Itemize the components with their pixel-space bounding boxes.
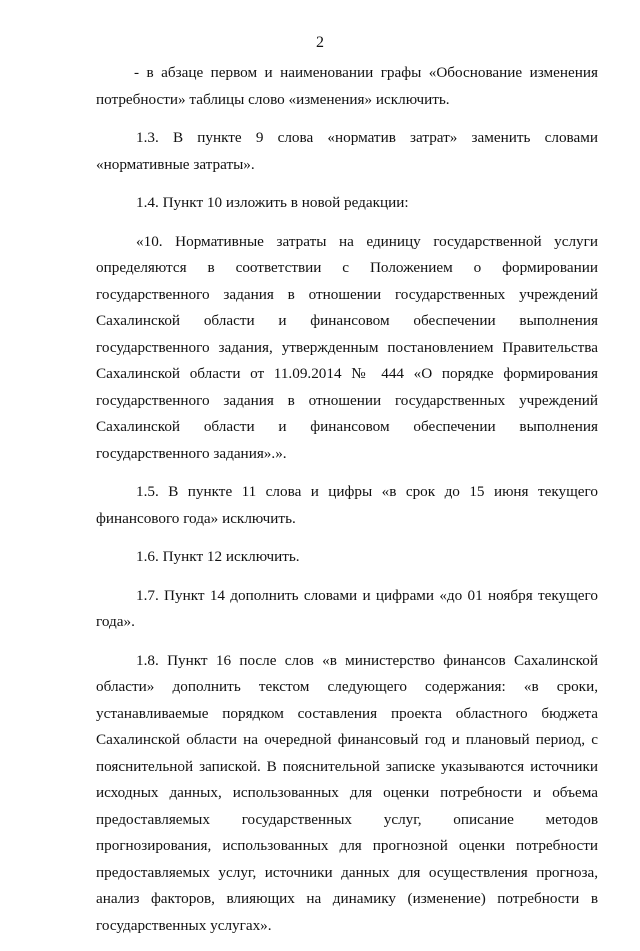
paragraph-1-8: 1.8. Пункт 16 после слов «в министерство финансов Сахалинской области» дополнить текстом следующего содержания: «в сроки, устанавливаемые порядком составления проекта областного бюджета Сахалинской области на очередной финансовый год и плановый период, с пояснительной запиской. В пояснительной записке указываются источники исходных данных, использованных для оценки потребности и объема предоставляемых государственных услуг, описание методов прогнозирования, использованных для прогнозной оценки потребности предоставляемых услуг, источники данных для осуществления прогноза, анализ факторов, влияющих на динамику (изменение) потребности в государственных услугах». [96, 651, 598, 934]
paragraph-1-6: 1.6. Пункт 12 исключить. [136, 548, 300, 565]
paragraph-1-4: 1.4. Пункт 10 изложить в новой редакции: [136, 194, 409, 211]
paragraph-1: - в абзаце первом и наименовании графы «Обоснование изменения потребности» таблицы слово «изменения» исключить. [96, 64, 598, 108]
paragraph-1-7: 1.7. Пункт 14 дополнить словами и цифрами «до 01 ноября текущего года». [96, 586, 598, 630]
paragraph-1-5: 1.5. В пункте 11 слова и цифры «в срок до 15 июня текущего финансового года» исключить. [96, 483, 598, 527]
paragraph-1-3: 1.3. В пункте 9 слова «норматив затрат» заменить словами «нормативные затраты». [96, 129, 598, 173]
page-number: 2 [316, 34, 324, 51]
document-body [96, 60, 598, 951]
paragraph-quote-10: «10. Нормативные затраты на единицу государственной услуги определяются в соответствии с Положением о формировании государственного задания в отношении государственных учреждений Сахалинской области и финансовом обеспечении выполнения государственного задания, утвержденным постановлением Правительства Сахалинской области от 11.09.2014 № 444 «О порядке формирования государственного задания в отношении государственных учреждений Сахалинской области и финансовом обеспечении выполнения государственного задания».». [96, 232, 598, 462]
